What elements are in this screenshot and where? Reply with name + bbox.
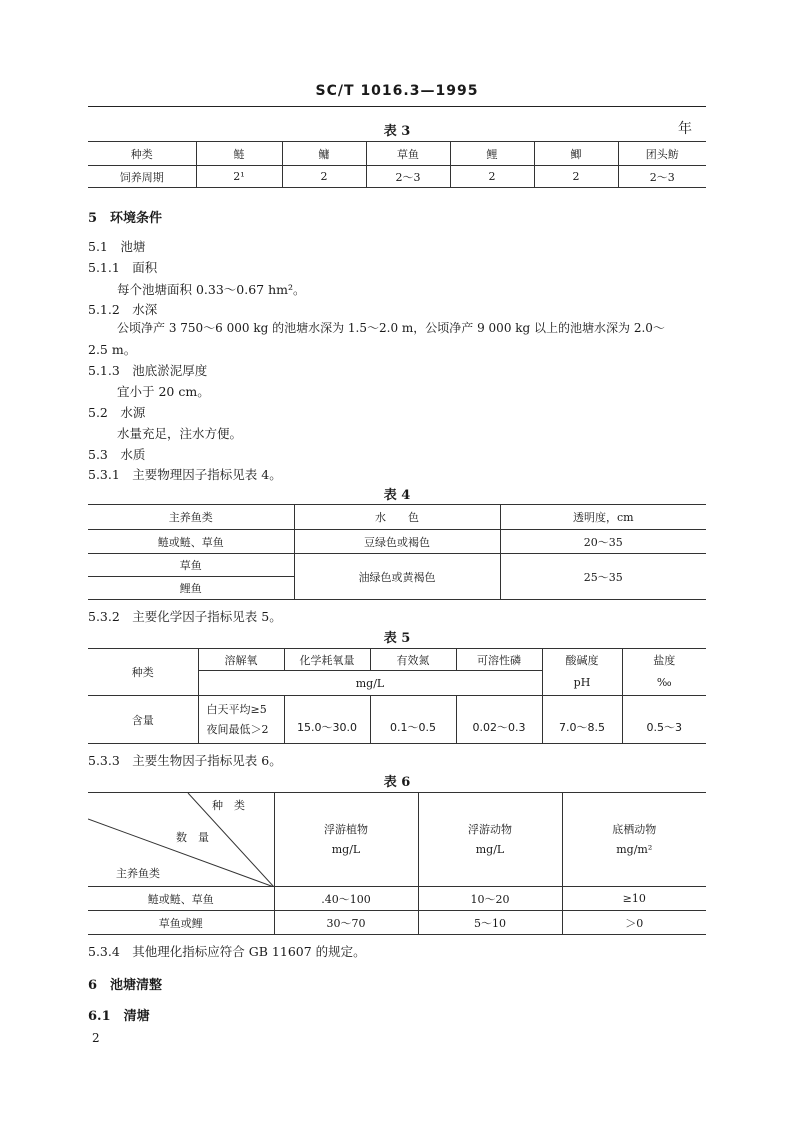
table4-cell: 25～35: [500, 554, 706, 600]
section-5-2-body: 水量充足，注水方便。: [117, 426, 243, 441]
table6-header-label: 浮游动物: [468, 822, 512, 836]
section-5-1-3: 5.1.3 池底淤泥厚度: [88, 363, 208, 378]
table4-cell: 豆绿色或褐色: [294, 530, 500, 554]
table5-cell: 0.1～0.5: [370, 696, 456, 744]
section-6-heading: 6 池塘清整: [88, 978, 163, 993]
table5-ph-label: 酸碱度: [565, 654, 599, 667]
table3-cell: 2¹: [196, 166, 282, 188]
table5-header-row: [88, 649, 706, 671]
table5-cell: 15.0～30.0: [284, 696, 370, 744]
section-5-3-2: 5.3.2 主要化学因子指标见表 5。: [88, 609, 282, 624]
table3-cell: 2～3: [618, 166, 706, 188]
section-5-1-1-body: 每个池塘面积 0.33～0.67 hm²。: [117, 282, 306, 297]
table-5: [88, 648, 706, 744]
table4-cell: 20～35: [500, 530, 706, 554]
table5-caption: 表 5: [383, 631, 411, 646]
section-5-1-2-body: 公顷净产 3 750～6 000 kg 的池塘水深为 1.5～2.0 m，公顷净产 9 000 kg 以上的池塘水深为 2.0～: [117, 321, 665, 335]
table6-header-row: [88, 793, 706, 887]
table5-header-cell: 有效氮: [370, 649, 456, 671]
section-5-3-1: 5.3.1 主要物理因子指标见表 4。: [88, 467, 282, 482]
table5-kind: 种类: [88, 649, 198, 696]
table3-header-cell: 鲫: [534, 142, 618, 166]
section-5-heading: 5 环境条件: [88, 211, 163, 226]
table6-header-label: 底栖动物: [612, 822, 657, 836]
table3-header-cell: 鲤: [450, 142, 534, 166]
table6-diagonal-cell: [88, 793, 274, 887]
section-5-2: 5.2 水源: [88, 405, 146, 420]
table6-cell: ≥10: [562, 887, 706, 911]
table4-cell: 草鱼: [88, 554, 294, 577]
table5-cell: 0.02～0.3: [456, 696, 542, 744]
table6-header-unit: mg/L: [475, 842, 505, 856]
table-row: [88, 554, 706, 577]
table6-header-label: 浮游植物: [324, 822, 368, 836]
header-rule: [88, 106, 706, 107]
table6-header-unit: mg/L: [331, 842, 361, 856]
table4-cell: 鲤鱼: [88, 577, 294, 600]
table5-cell: 0.5～3: [622, 696, 706, 744]
table5-unit-mgl: mg/L: [198, 671, 542, 696]
table-6: [88, 792, 706, 935]
table6-cell: ＞0: [562, 911, 706, 935]
section-5-3-3: 5.3.3 主要生物因子指标见表 6。: [88, 753, 282, 768]
table4-cell: 油绿色或黄褐色: [294, 554, 500, 600]
table6-cell: 10～20: [418, 887, 562, 911]
table-row: [88, 696, 706, 744]
table3-unit: 年: [678, 121, 692, 137]
table6-header-unit: mg/m²: [616, 842, 653, 856]
table-row: [88, 911, 706, 935]
table5-do-night: 夜间最低＞2: [206, 722, 269, 736]
table4-header-row: [88, 505, 706, 530]
table3-cell: 2: [450, 166, 534, 188]
table5-do-cell: [198, 696, 284, 744]
table5-salt-label: 盐度: [653, 654, 676, 667]
table5-header-cell: 溶解氧: [198, 649, 284, 671]
table6-diag-qty: 数 量: [176, 831, 209, 844]
table3-header-cell: 团头鲂: [618, 142, 706, 166]
table-row: [88, 530, 706, 554]
page-number: 2: [92, 1031, 100, 1045]
table6-cell: 30～70: [274, 911, 418, 935]
section-5-1-2: 5.1.2 水深: [88, 302, 158, 317]
table6-cell: 草鱼或鲤: [88, 911, 274, 935]
table5-do-day: 白天平均≥5: [206, 702, 267, 716]
table3-cell: 2: [534, 166, 618, 188]
section-5-1-1: 5.1.1 面积: [88, 260, 158, 275]
table3-header-cell: 鳙: [282, 142, 366, 166]
table4-header-cell: 水 色: [294, 505, 500, 530]
table3-cell: 饲养周期: [88, 166, 196, 188]
table6-header-cell: [562, 793, 706, 887]
table6-header-cell: [274, 793, 418, 887]
table5-header-cell: 化学耗氧量: [284, 649, 370, 671]
section-5-1-2-body-cont: 2.5 m。: [88, 342, 137, 357]
table4-header-cell: 主养鱼类: [88, 505, 294, 530]
section-5-3: 5.3 水质: [88, 447, 146, 462]
table6-header-cell: [418, 793, 562, 887]
table3-header-cell: 鲢: [196, 142, 282, 166]
table4-caption: 表 4: [383, 488, 411, 503]
section-6-1: 6.1 清塘: [88, 1009, 150, 1024]
table3-header-row: [88, 142, 706, 166]
table3-caption: 表 3: [383, 124, 411, 139]
table6-diag-fish: 主养鱼类: [116, 867, 160, 880]
table5-header-cell: 可溶性磷: [456, 649, 542, 671]
table3-header-cell: 草鱼: [366, 142, 450, 166]
table5-header-cell: [622, 649, 706, 696]
table4-header-cell: 透明度，cm: [500, 505, 706, 530]
table6-caption: 表 6: [383, 775, 411, 790]
table3-cell: 2: [282, 166, 366, 188]
table3-row: [88, 166, 706, 188]
table5-header-cell: [542, 649, 622, 696]
table-row: [88, 887, 706, 911]
table4-cell: 鲢或鲢、草鱼: [88, 530, 294, 554]
section-5-1-3-body: 宜小于 20 cm。: [117, 384, 210, 399]
table5-ph-unit: pH: [573, 676, 591, 689]
table5-salt-unit: ‰: [656, 676, 672, 689]
table5-content: 含量: [88, 696, 198, 744]
table6-cell: .40～100: [274, 887, 418, 911]
table3-cell: 2～3: [366, 166, 450, 188]
table6-diag-kind: 种 类: [212, 799, 245, 812]
table-3: [88, 141, 706, 188]
table-4: [88, 504, 706, 600]
section-5-1: 5.1 池塘: [88, 239, 146, 254]
table6-cell: 5～10: [418, 911, 562, 935]
running-header: SC/T 1016.3—1995: [315, 83, 479, 99]
table6-cell: 鲢或鲢、草鱼: [88, 887, 274, 911]
table3-header-cell: 种类: [88, 142, 196, 166]
section-5-3-4: 5.3.4 其他理化指标应符合 GB 11607 的规定。: [88, 944, 366, 959]
table5-cell: 7.0～8.5: [542, 696, 622, 744]
